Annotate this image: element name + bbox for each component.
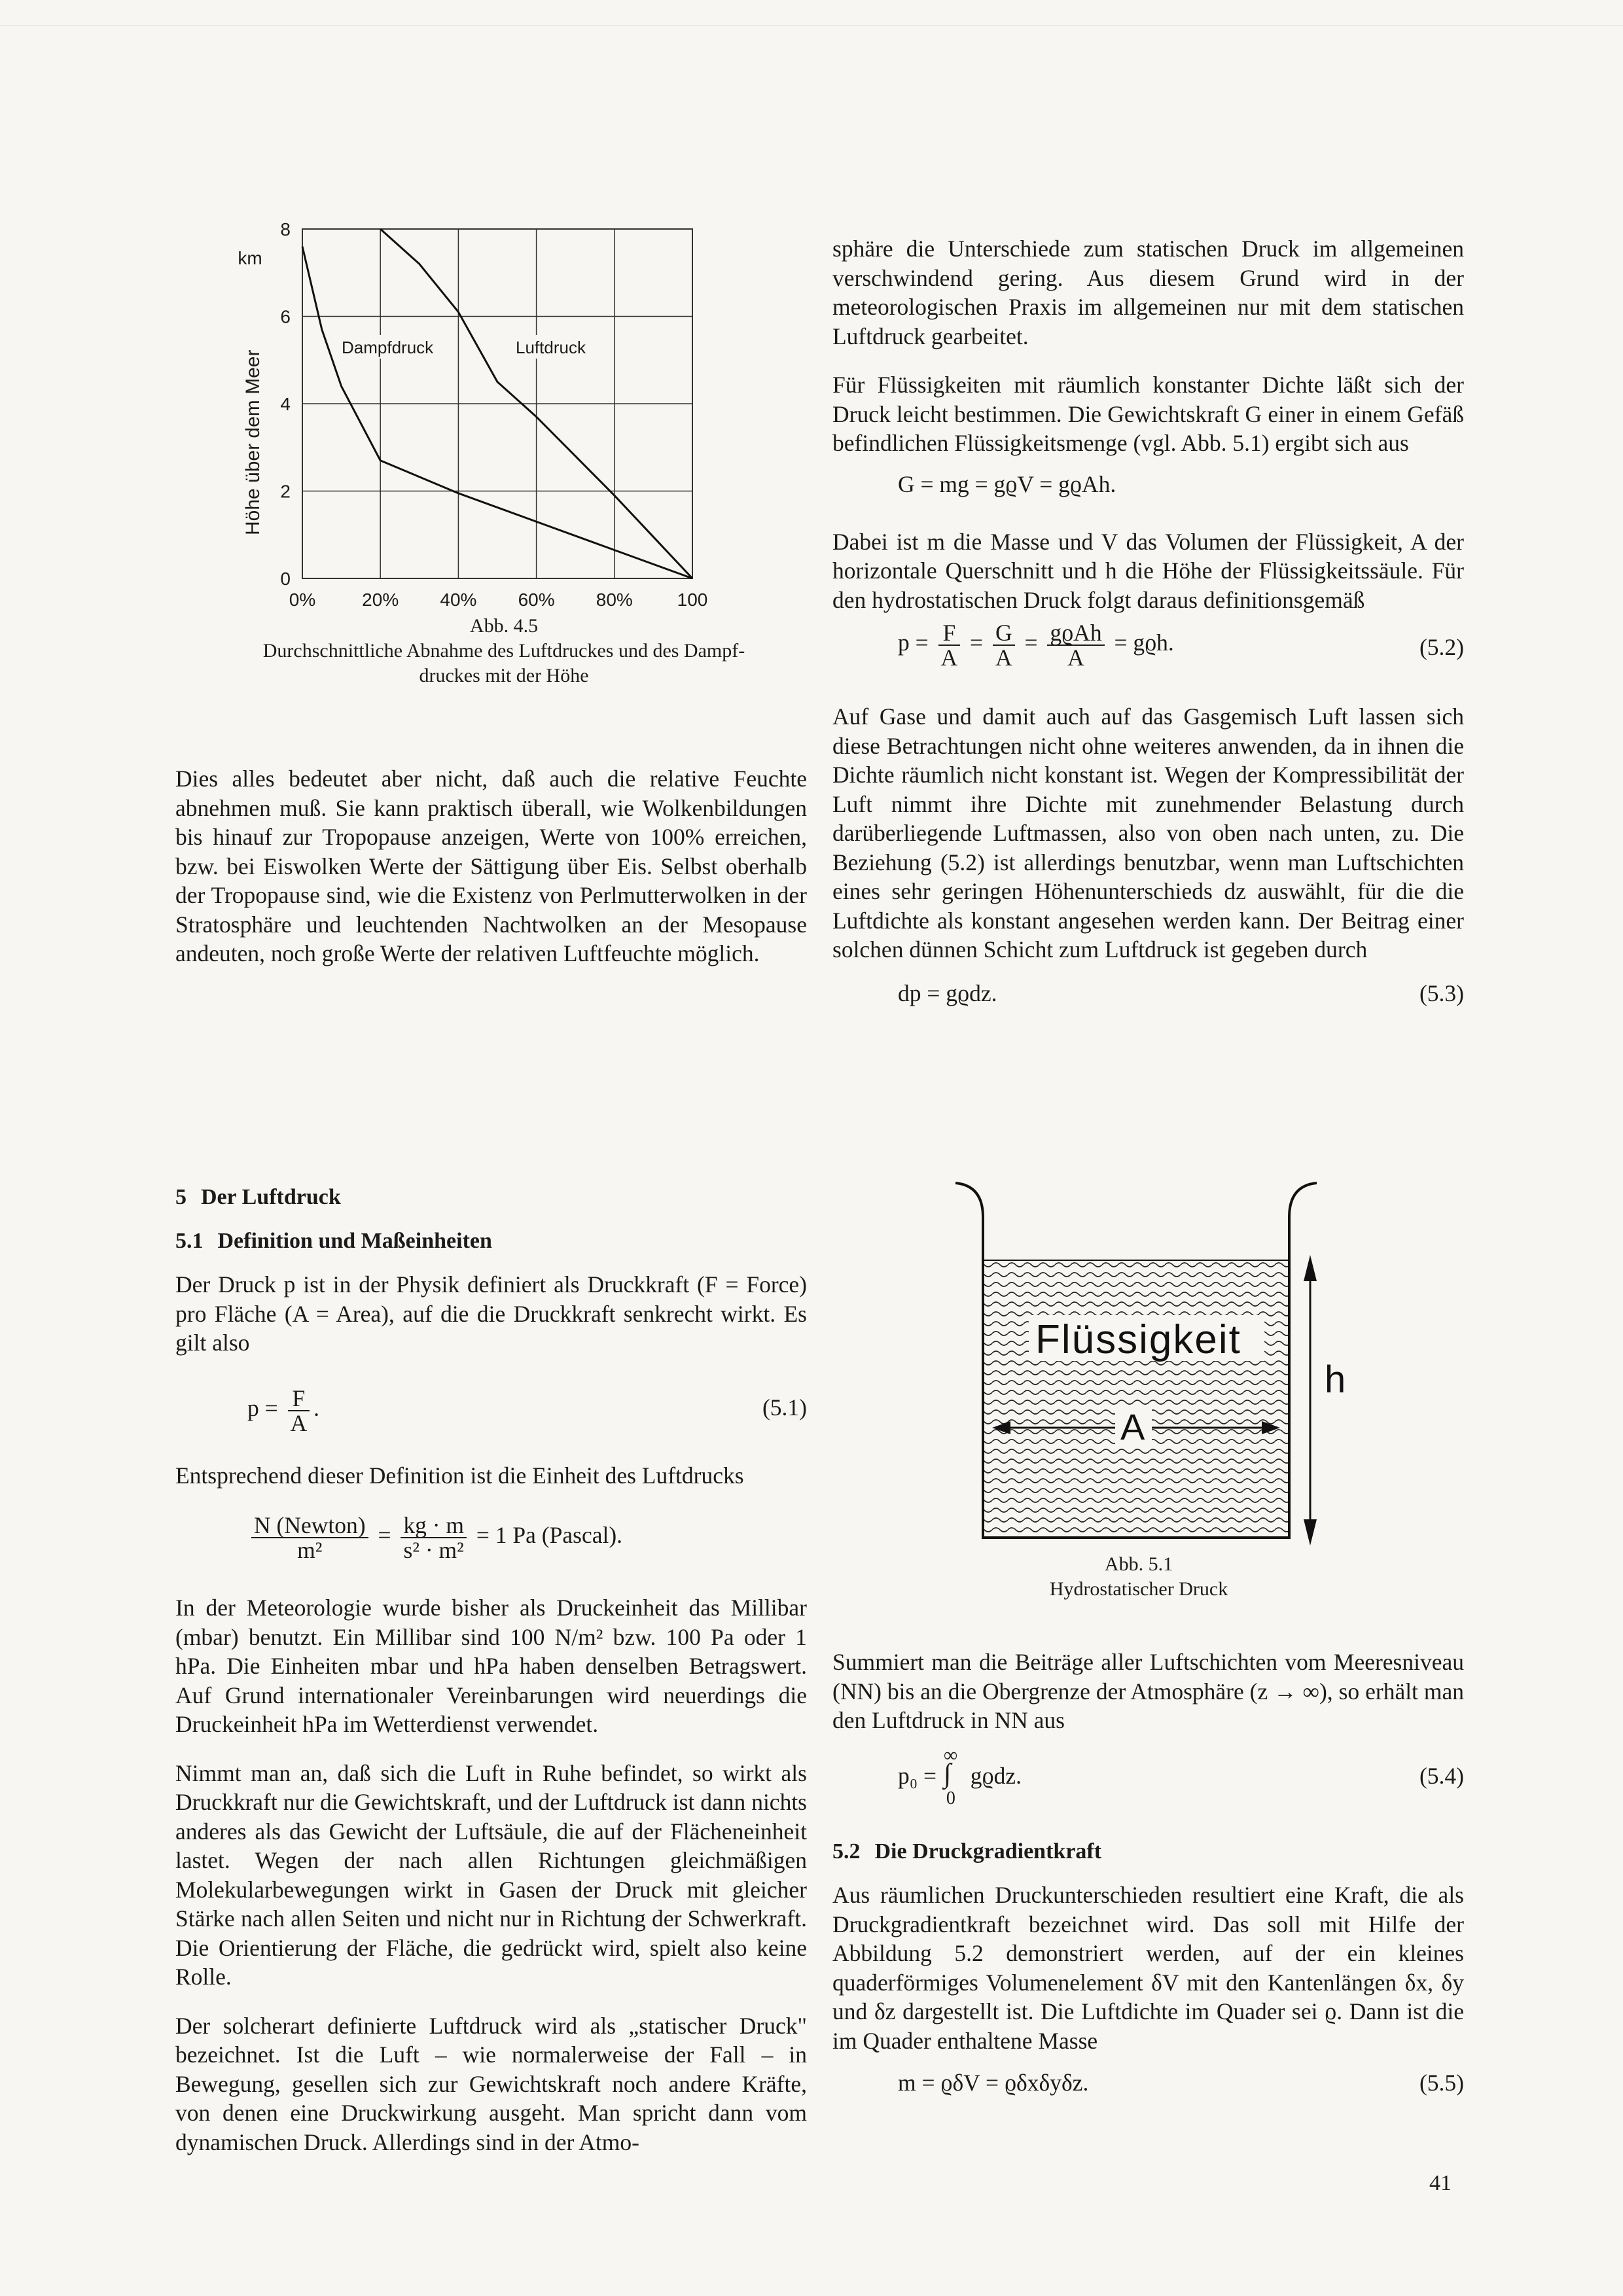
caption-text: Hydrostatischer Druck [1049,1578,1228,1600]
height-label: h [1325,1358,1346,1401]
paragraph: Für Flüssigkeiten mit räumlich konstanter Dichte läßt sich der Druck leicht bestimmen. Die Gewichtskraft G einer in einem Gefäß befindlichen Flüssigkeitsmenge (vgl. Abb. 5.1) ergibt sich aus [832,372,1464,456]
x-tick-label: 80% [596,590,633,607]
y-tick-label: 4 [280,394,291,414]
paragraph: Der Druck p ist in der Physik definiert als Druckkraft (F = Force) pro Fläche (A = Area), auf die die Druckkraft senkrecht wirkt. Es gilt also [175,1271,807,1356]
left-column-top [175,764,807,988]
liquid-fill [984,1260,1288,1536]
section-heading [832,1837,1464,1867]
series-line-dampfdruck [302,247,692,578]
y-axis-label: Höhe über dem Meer [242,349,264,535]
y-tick-label: 6 [280,306,291,327]
paragraph: Dies alles bedeutet aber nicht, daß auch die relative Feuchte abnehmen muß. Sie kann praktisch überall, wie Wolkenbildungen bis hinauf zur Tropopause anzeigen, Werte von 100% erreichen, bzw. bei Eiswolken Werte der Sättigung über Eis. Selbst oberhalb der Tropopause sind, wie die Existenz von Perlmutterwolken in der Stratosphäre und leuchtenden Nachtwolken an der Mesopause andeuten, noch große Werte der relativen Luftfeuchte möglich. [175,766,807,966]
section-number: 5.1 [175,1228,204,1253]
x-tick-label: 40% [440,590,477,607]
page-number: 41 [1429,2171,1452,2195]
unit-equation: $\frac{\text{N (Newton)}}{\text{m²}}$ = $\frac{kg \cdot m}{\text{s² · m²}}$ = 1 Pa (Pascal). [175,1510,807,1572]
y-tick-label: 2 [280,481,291,502]
figure-4-5-caption [209,614,798,688]
liquid-label: Flüssigkeit [1035,1317,1241,1362]
figure-5-1-diagram [929,1171,1348,1551]
paragraph: In der Meteorologie wurde bisher als Druckeinheit das Millibar (mbar) benutzt. Ein Millibar sind 100 N/m² bzw. 100 Pa oder 1 hPa. Die Einheiten mbar und hPa haben denselben Betragswert. Auf Grund internationaler Vereinbarungen wird neuerdings die Druckeinheit hPa im Wetterdienst verwendet. [175,1595,807,1737]
label-luftdruck: Luftdruck [516,338,586,357]
equation-5-2: p = $\frac{F}{A}$ = $\frac{G}{A}$ = $\frac{\text{gϱAh}}{A}$ = gϱh. (5.2) [898,620,1464,671]
y-tick-label: 8 [280,219,291,239]
y-tick-label: 0 [280,569,291,589]
x-tick-label: 20% [362,590,399,607]
equation-5-1: p = $\frac{F}{A}$ . (5.1) [247,1385,807,1436]
paragraph: sphäre die Unterschiede zum statischen Druck im allgemeinen verschwindend gering. Aus diesem Grund wird in der meteorologischen Praxis im allgemeinen nur mit dem statischen Luftdruck gearbeitet. [832,236,1464,349]
section-heading [175,1227,807,1256]
label-dampfdruck: Dampfdruck [342,338,434,357]
equation-5-5: m = ϱδV = ϱδxδyδz. (5.5) [832,2063,1464,2105]
equation-G: G = mg = gϱV = gϱAh. [898,470,1116,497]
area-label: A [1120,1406,1145,1447]
x-tick-label: 0% [289,590,316,607]
section-number: 5.2 [832,1839,861,1863]
equation-number: (5.1) [762,1394,807,1421]
paragraph: Dabei ist m die Masse und V das Volumen der Flüssigkeit, A der horizontale Querschnitt und h die Höhe der Flüssigkeitssäule. Für den hydrostatischen Druck folgt daraus definitionsgemäß [832,528,1464,613]
paragraph: Der solcherart definierte Luftdruck wird als „statischer Druck" bezeichnet. Ist die Luft – wie normalerweise der Fall – in Bewegung, gesellen sich zur Gewichtskraft noch andere Kräfte, von denen eine Druckwirkung ausgeht. Man spricht dann vom dynamischen Druck. Allerdings sind in der Atmo- [175,2012,807,2155]
paragraph: Auf Gase und damit auch auf das Gasgemisch Luft lassen sich diese Betrachtungen nicht ohne weiteres anwenden, da in ihnen die Dichte räumlich nicht konstant ist. Wegen der Kompressibilität der Luft nimmt ihre Dichte mit zunehmender Belastung durch darüberliegende Luftmassen, also von oben nach unten, zu. Die Beziehung (5.2) ist allerdings benutzbar, wenn man Luftschichten eines sehr geringen Höhenunterschieds dz auswählt, für die die Luftdichte als konstant angesehen werden kann. Der Beitrag einer solchen dünnen Schicht zum Luftdruck ist gegeben durch [832,703,1464,963]
paragraph: Summiert man die Beiträge aller Luftschichten vom Meeresniveau (NN) bis an die Obergrenze der Atmosphäre (z → ∞), so erhält man den Luftdruck in NN aus [832,1649,1464,1733]
figure-4-5-chart [216,208,740,607]
y-unit-label: km [238,248,262,268]
paragraph: Nimmt man an, daß sich die Luft in Ruhe befindet, so wirkt als Druckkraft nur die Gewichtskraft, und der Luftdruck ist dann nichts anderes als das Gewicht der Luftsäule, die auf der Flächeneinheit lastet. Wegen der nach allen Richtungen gleichmäßigen Molekularbewegungen wirkt in Gasen der Druck mit gleicher Stärke nach allen Seiten und nicht nur in Richtung der Schwerkraft. Die Orientierung der Fläche, die gedrückt wird, spielt also keine Rolle. [175,1759,807,1990]
equation-number: (5.5) [1419,2070,1464,2096]
chapter-title: Der Luftdruck [201,1185,341,1209]
left-column-bottom [175,1183,807,2176]
section-title: Die Druckgradientkraft [874,1839,1102,1863]
figure-5-1-caption [929,1552,1348,1602]
chapter-heading [175,1183,807,1212]
equation-number: (5.3) [1419,980,1464,1006]
caption-number: Abb. 4.5 [469,615,539,637]
scan-edge-line [0,25,1623,26]
caption-line-2: druckes mit der Höhe [419,665,589,686]
caption-number: Abb. 5.1 [1104,1553,1173,1575]
equation-number: (5.4) [1419,1762,1464,1789]
chapter-number: 5 [175,1185,187,1209]
x-tick-label: 60% [518,590,555,607]
equation-5-3: dp = gϱdz. (5.3) [832,974,1464,1016]
caption-line-1: Durchschnittliche Abnahme des Luftdruckes und des Dampf- [262,640,745,662]
right-column-bottom [832,1648,1464,2126]
equation-number: (5.2) [1419,634,1464,660]
x-tick-label: 100 [677,590,708,607]
paragraph: Aus räumlichen Druckunterschieden resultiert eine Kraft, die als Druckgradientkraft bezeichnet wird. Das soll mit Hilfe der Abbildung 5.2 demonstriert werden, auf der ein kleines quaderförmiges Volumenelement δV mit den Kantenlängen δx, δy und δz dargestellt ist. Die Luftdichte im Quader sei ϱ. Dann ist die im Quader enthaltene Masse [832,1882,1464,2054]
section-title: Definition und Maßeinheiten [217,1228,492,1253]
paragraph: Entsprechend dieser Definition ist die Einheit des Luftdrucks [175,1462,744,1489]
right-column-top [832,234,1464,1036]
equation-5-4: p₀ = ∞ ∫ 0 gϱdz. (5.4) [898,1744,1464,1809]
